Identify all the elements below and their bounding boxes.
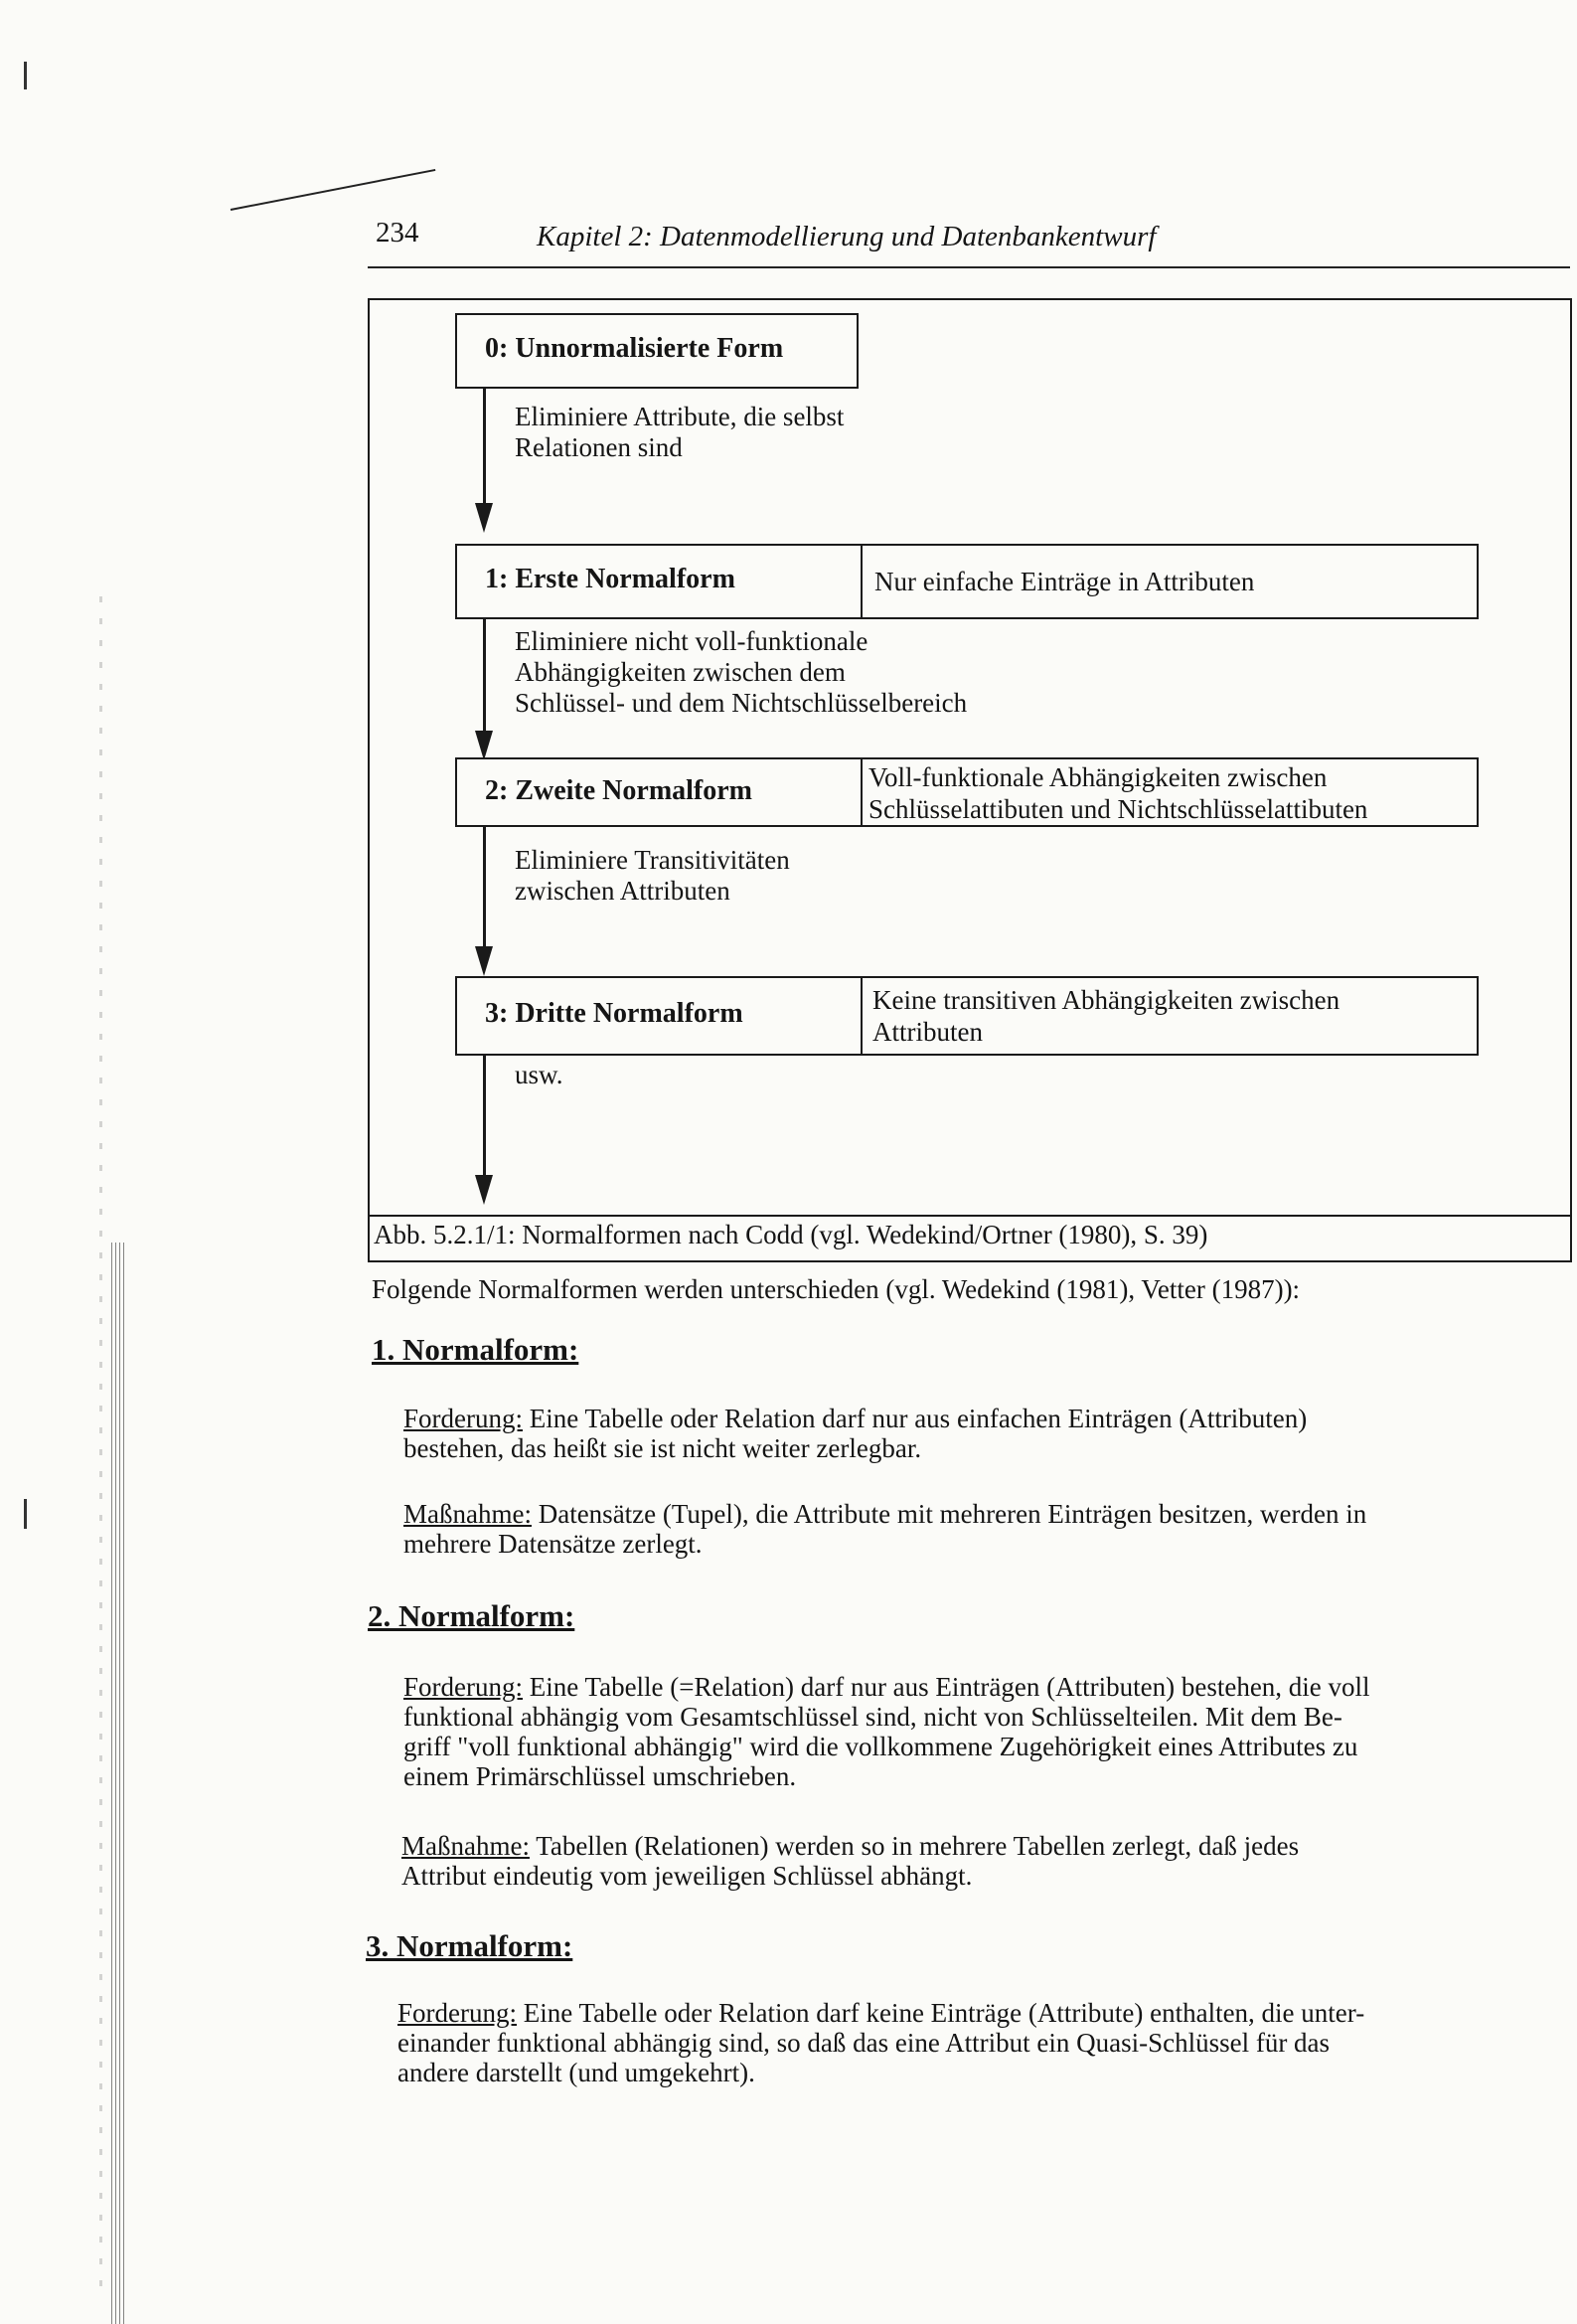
running-title: Kapitel 2: Datenmodellierung und Datenbankentwurf <box>537 221 1157 252</box>
paragraph-line: einander funktional abhängig sind, so daß das eine Attribut ein Quasi-Schlüssel für das <box>397 2028 1331 2058</box>
step-line: Eliminiere Attribute, die selbst <box>515 402 845 431</box>
flow-arrow-line <box>483 619 486 741</box>
nf-desc-line: Schlüsselattibuten und Nichtschlüsselattibuten <box>868 794 1368 824</box>
nf-desc-line: Voll-funktionale Abhängigkeiten zwischen <box>868 762 1328 792</box>
flow-arrow-line <box>483 827 486 956</box>
step-text-1 <box>515 626 967 719</box>
forderung-label: Forderung: <box>397 1998 517 2028</box>
paragraph-line: Tabellen (Relationen) werden so in mehrere Tabellen zerlegt, daß jedes <box>529 1831 1300 1861</box>
flow-arrow-head <box>475 946 493 976</box>
massnahme-paragraph <box>401 1831 1299 1891</box>
section-heading: 1. Normalform: <box>372 1332 579 1367</box>
step-line: usw. <box>515 1060 563 1089</box>
intro-paragraph: Folgende Normalformen werden unterschieden (vgl. Wedekind (1981), Vetter (1987)): <box>372 1274 1301 1304</box>
nf-box-description: Nur einfache Einträge in Attributen <box>874 567 1255 596</box>
paragraph-line: Eine Tabelle (=Relation) darf nur aus Einträgen (Attributen) bestehen, die voll <box>522 1672 1370 1702</box>
forderung-paragraph <box>397 1998 1364 2087</box>
flow-arrow-line <box>483 1056 486 1185</box>
nf-box-3 <box>455 976 1479 1056</box>
scan-mark <box>24 62 27 89</box>
paragraph-line: Eine Tabelle oder Relation darf keine Einträge (Attribute) enthalten, die unter- <box>516 1998 1365 2028</box>
nf-desc-line: Attributen <box>872 1017 983 1047</box>
nf-box-label: 2: Zweite Normalform <box>485 775 753 806</box>
flow-arrow-head <box>475 1175 493 1205</box>
nf-box-1 <box>455 544 1479 619</box>
step-line: Eliminiere nicht voll-funktionale <box>515 626 868 656</box>
nf-box-label: 3: Dritte Normalform <box>485 998 743 1029</box>
forderung-label: Forderung: <box>403 1672 523 1702</box>
forderung-paragraph <box>403 1672 1370 1791</box>
step-text-2 <box>515 845 790 907</box>
page-number: 234 <box>376 217 419 249</box>
flow-arrow-head <box>475 503 493 533</box>
nf-box-0 <box>455 313 859 389</box>
paragraph-line: Attribut eindeutig vom jeweiligen Schlüssel abhängt. <box>401 1861 973 1891</box>
step-line: zwischen Attributen <box>515 876 730 906</box>
step-line: Schlüssel- und dem Nichtschlüsselbereich <box>515 688 968 718</box>
figure-caption: Abb. 5.2.1/1: Normalformen nach Codd (vgl. Wedekind/Ortner (1980), S. 39) <box>374 1220 1208 1249</box>
paragraph-line: andere darstellt (und umgekehrt). <box>397 2058 755 2087</box>
nf-box-label: 0: Unnormalisierte Form <box>485 333 784 364</box>
paragraph-line: mehrere Datensätze zerlegt. <box>403 1529 703 1559</box>
forderung-label: Forderung: <box>403 1404 523 1433</box>
flow-arrow-line <box>483 389 486 513</box>
section-heading: 2. Normalform: <box>368 1598 575 1633</box>
step-line: Abhängigkeiten zwischen dem <box>515 657 846 687</box>
scan-mark <box>24 1499 27 1529</box>
section-heading: 3. Normalform: <box>366 1928 573 1963</box>
nf-box-divider <box>861 978 863 1054</box>
nf-box-description <box>872 984 1340 1048</box>
step-line: Relationen sind <box>515 432 683 462</box>
massnahme-label: Maßnahme: <box>401 1831 530 1861</box>
paragraph-line: funktional abhängig vom Gesamtschlüssel sind, nicht von Schlüsselteilen. Mit dem Be- <box>403 1702 1342 1732</box>
forderung-paragraph <box>403 1404 1307 1463</box>
figure-caption-rule <box>368 1215 1572 1217</box>
header-slash <box>231 169 436 211</box>
step-line: Eliminiere Transitivitäten <box>515 845 790 875</box>
nf-box-divider <box>861 759 863 825</box>
massnahme-paragraph <box>403 1499 1366 1559</box>
flow-arrow-head <box>475 731 493 760</box>
massnahme-label: Maßnahme: <box>403 1499 532 1529</box>
header-rule <box>368 266 1570 268</box>
nf-box-description <box>868 761 1367 825</box>
step-text-0 <box>515 402 844 463</box>
paragraph-line: einem Primärschlüssel umschrieben. <box>403 1761 797 1791</box>
step-text-3 <box>515 1060 563 1090</box>
paragraph-line: griff "voll funktional abhängig" wird die vollkommene Zugehörigkeit eines Attributes zu <box>403 1732 1358 1761</box>
nf-box-divider <box>861 546 863 617</box>
paragraph-line: Eine Tabelle oder Relation darf nur aus einfachen Einträgen (Attributen) <box>522 1404 1308 1433</box>
nf-desc-line: Keine transitiven Abhängigkeiten zwischen <box>872 985 1340 1015</box>
paragraph-line: bestehen, das heißt sie ist nicht weiter zerlegbar. <box>403 1433 922 1463</box>
scan-edge-artifact <box>111 1243 125 2324</box>
nf-box-label: 1: Erste Normalform <box>485 564 735 594</box>
paragraph-line: Datensätze (Tupel), die Attribute mit mehreren Einträgen besitzen, werden in <box>531 1499 1367 1529</box>
scan-edge-artifact <box>99 596 102 2286</box>
nf-box-2 <box>455 757 1479 827</box>
